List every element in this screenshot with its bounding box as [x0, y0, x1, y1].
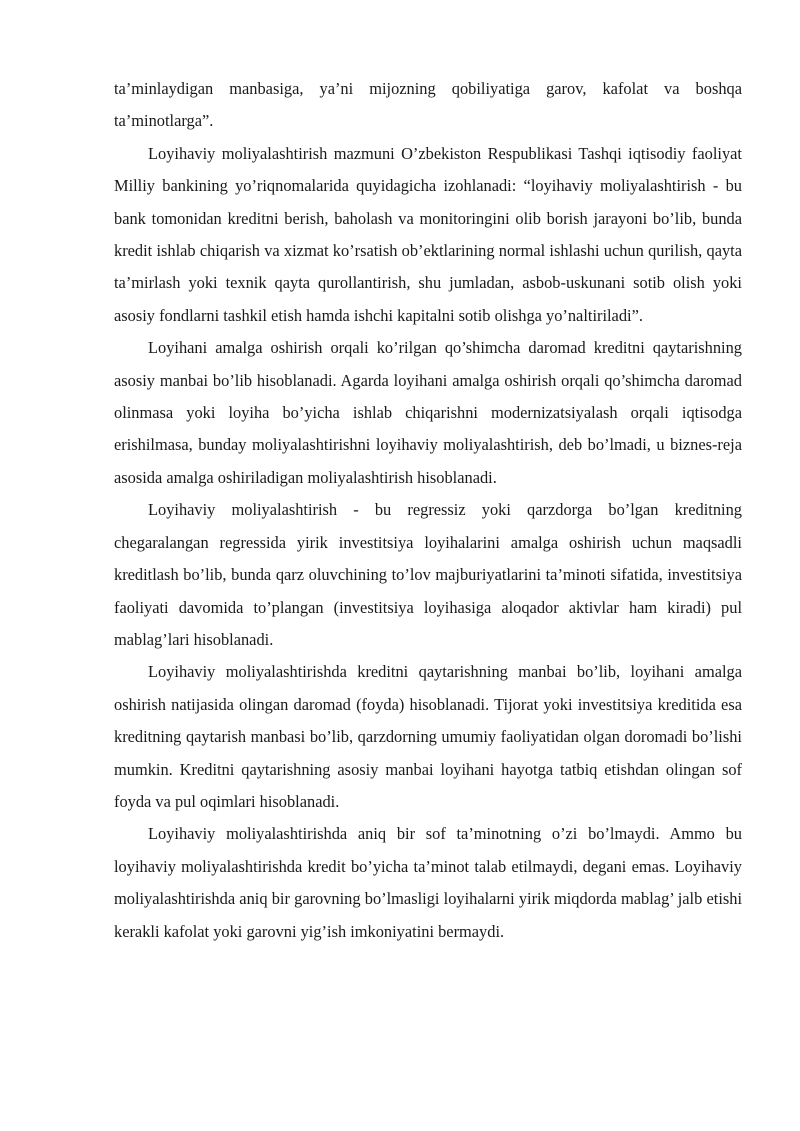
- paragraph-repayment-source: Loyihani amalga oshirish orqali ko’rilgan qo’shimcha daromad kreditni qaytarishning asosiy manbai bo’lib hisoblanadi. Agarda loyihani amalga oshirish orqali qo’shimcha daromad olinmasa yoki loyiha bo’yicha ishlab chiqarishni modernizatsiyalash orqali iqtisodga erishilmasa, bunday moliyalashtirishni loyihaviy moliyalashtirish, deb bo’lmadi, u biznes-reja asosida amalga oshiriladigan moliyalashtirish hisoblanadi.: [114, 338, 742, 487]
- paragraph-collateral: Loyihaviy moliyalashtirishda aniq bir sof ta’minotning o’zi bo’lmaydi. Ammo bu loyihaviy moliyalashtirishda kredit bo’yicha ta’minot talab etilmaydi, degani emas. Loyihaviy moliyalashtirishda aniq bir garovning bo’lmasligi loyihalarni yirik miqdorda mablag’ jalb etishi kerakli kafolat yoki garovni yig’ish imkoniyatini bermaydi.: [114, 824, 742, 941]
- paragraph-income-source: Loyihaviy moliyalashtirishda kreditni qaytarishning manbai bo’lib, loyihani amalga oshirish natijasida olingan daromad (foyda) hisoblanadi. Tijorat yoki investitsiya kreditida esa kreditning qaytarish manbasi bo’lib, qarzdorning umumiy faoliyatidan olgan doromadi bo’lishi mumkin. Kreditni qaytarishning asosiy manbai loyihani hayotga tatbiq etishdan olingan sof foyda va pul oqimlari hisoblanadi.: [114, 662, 742, 811]
- paragraph-definition-bank: Loyihaviy moliyalashtirish mazmuni O’zbekiston Respublikasi Tashqi iqtisodiy faoliyat Milliy bankining yo’riqnomalarida quyidagicha izohlanadi: “loyihaviy moliyalashtirish - bu bank tomonidan kreditni berish, baholash va monitoringini olib borish jarayoni bo’lib, bunda kredit ishlab chiqarish va xizmat ko’rsatish ob’ektlarining normal ishlashi uchun qurilish, qayta ta’mirlash yoki texnik qayta qurollantirish, shu jumladan, asbob-uskunani sotib olish yoki asosiy fondlarni tashkil etish hamda ishchi kapitalni sotib olishga yo’naltiriladi”.: [114, 143, 742, 325]
- document-page: [114, 73, 742, 948]
- paragraph-continuation: ta’minlaydigan manbasiga, ya’ni mijozning qobiliyatiga garov, kafolat va boshqa ta’minotlarga”.: [114, 79, 742, 131]
- paragraph-regressless-credit: Loyihaviy moliyalashtirish - bu regressiz yoki qarzdorga bo’lgan kreditning chegaralangan regressida yirik investitsiya loyihalarini amalga oshirish uchun maqsadli kreditlash bo’lib, bunda qarz oluvchining to’lov majburiyatlarini ta’minoti sifatida, investitsiya faoliyati davomida to’plangan (investitsiya loyihasiga aloqador aktivlar ham kiradi) pul mablag’lari hisoblanadi.: [114, 500, 742, 649]
